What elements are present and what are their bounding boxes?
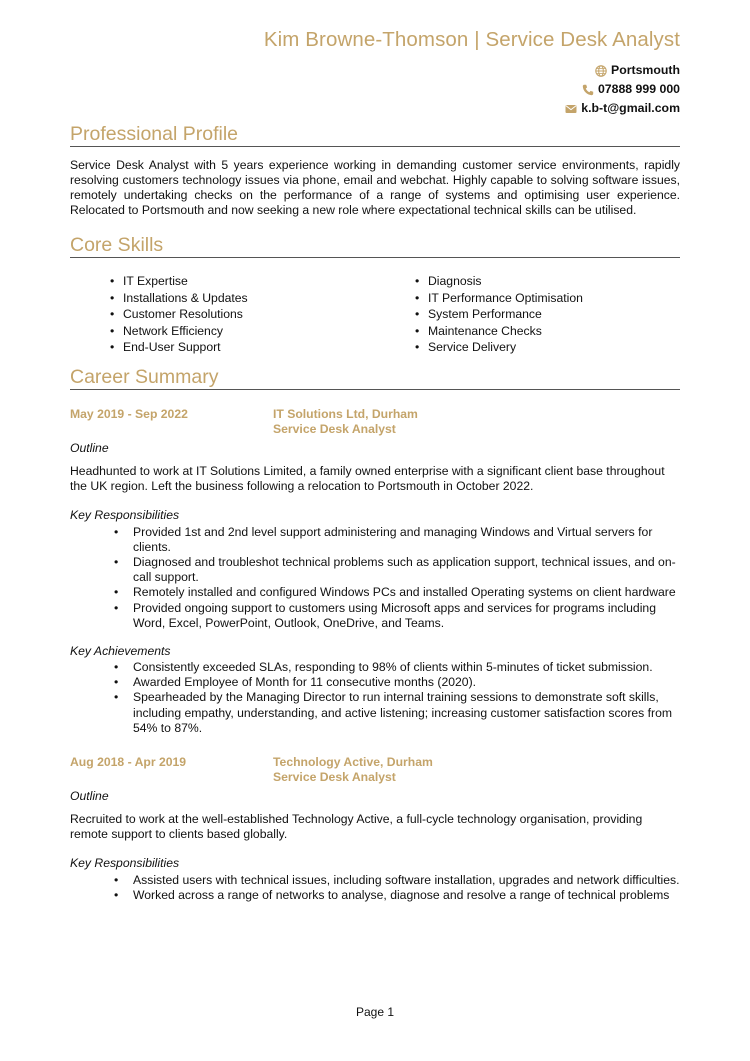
skill-item: • IT Performance Optimisation — [415, 290, 680, 307]
page-number: Page 1 — [355, 1005, 395, 1019]
outline-label: Outline — [70, 788, 109, 803]
achievements-list — [70, 660, 680, 736]
list-item: • Remotely installed and configured Windows PCs and installed Operating systems on client hardware — [70, 585, 680, 600]
skills-column-left — [70, 273, 375, 356]
phone-text: 07888 999 000 — [597, 82, 680, 96]
job-entry — [70, 407, 680, 736]
job-entry — [70, 755, 680, 903]
skills-column-right — [375, 273, 680, 356]
skill-item: • Customer Resolutions — [110, 306, 375, 323]
job-role: Service Desk Analyst — [273, 770, 396, 785]
list-item: • Assisted users with technical issues, including software installation, upgrades and network difficulties. — [70, 873, 680, 888]
list-item: • Worked across a range of networks to analyse, diagnose and resolve a range of technical problems — [70, 888, 680, 903]
job-outline: Headhunted to work at IT Solutions Limited, a family owned enterprise with a significant client base throughout the UK region. Left the business following a relocation to Portsmouth in October 2022. — [70, 463, 665, 493]
skill-item: • System Performance — [415, 306, 680, 323]
list-item: • Awarded Employee of Month for 11 consecutive months (2020). — [70, 675, 680, 690]
responsibilities-label: Key Responsibilities — [70, 507, 180, 522]
section-title-profile: Professional Profile — [70, 123, 680, 147]
outline-label: Outline — [70, 440, 109, 455]
job-header — [70, 407, 680, 438]
job-outline: Recruited to work at the well-established Technology Active, a full-cycle technology organisation, providing remote support to clients based globally. — [70, 811, 643, 841]
skill-item: • Service Delivery — [415, 339, 680, 356]
name-title: Kim Browne-Thomson | Service Desk Analyst — [263, 28, 680, 51]
skill-item: • End-User Support — [110, 339, 375, 356]
contact-email — [70, 99, 680, 118]
responsibilities-list — [70, 525, 680, 631]
list-item: • Diagnosed and troubleshot technical problems such as application support, technical issues, and on-call support. — [70, 555, 680, 585]
job-dates: May 2019 - Sep 2022 — [70, 406, 188, 421]
resume-page — [70, 28, 680, 903]
job-role: Service Desk Analyst — [273, 422, 396, 436]
contact-details — [70, 61, 680, 118]
job-meta — [273, 755, 433, 786]
job-dates: Aug 2018 - Apr 2019 — [70, 754, 187, 769]
email-link[interactable]: k.b-t@gmail.com — [581, 101, 680, 115]
job-meta — [273, 407, 418, 438]
responsibilities-label: Key Responsibilities — [70, 855, 180, 870]
location-text: Portsmouth — [611, 63, 680, 77]
skill-item: • IT Expertise — [110, 273, 375, 290]
envelope-icon — [565, 103, 577, 115]
list-item: • Consistently exceeded SLAs, responding to 98% of clients within 5-minutes of ticket submission. — [70, 660, 680, 675]
section-title-career: Career Summary — [70, 366, 680, 390]
skill-item: • Diagnosis — [415, 273, 680, 290]
contact-phone — [70, 80, 680, 99]
section-title-skills: Core Skills — [70, 234, 680, 258]
job-company: Technology Active, Durham — [273, 754, 433, 769]
globe-icon — [595, 65, 607, 77]
achievements-label: Key Achievements — [70, 643, 171, 658]
job-company: IT Solutions Ltd, Durham — [273, 406, 418, 421]
list-item: • Provided 1st and 2nd level support administering and managing Windows and Virtual servers for clients. — [70, 525, 680, 555]
skill-item: • Installations & Updates — [110, 290, 375, 307]
skills-list — [70, 273, 680, 356]
responsibilities-list — [70, 873, 680, 903]
list-item: • Spearheaded by the Managing Director to run internal training sessions to demonstrate soft skills, including empathy, understanding, and active listening; increasing customer satisfaction scores from 54% to 87%. — [70, 690, 680, 736]
skill-item: • Maintenance Checks — [415, 323, 680, 340]
profile-text: Service Desk Analyst with 5 years experience working in demanding customer service environments, rapidly resolving customers technology issues via phone, email and webchat. Highly capable to solving software issues, remotely undertaking checks on the performance of a range of systems and optimising user experience. Relocated to Portsmouth and now seeking a new role where expectational technical skills can be utilised. — [70, 158, 680, 217]
job-header — [70, 755, 680, 786]
phone-icon — [582, 84, 594, 96]
list-item: • Provided ongoing support to customers using Microsoft apps and services for programs including Word, Excel, PowerPoint, Outlook, OneDrive, and Teams. — [70, 601, 680, 631]
skill-item: • Network Efficiency — [110, 323, 375, 340]
contact-location — [70, 61, 680, 80]
